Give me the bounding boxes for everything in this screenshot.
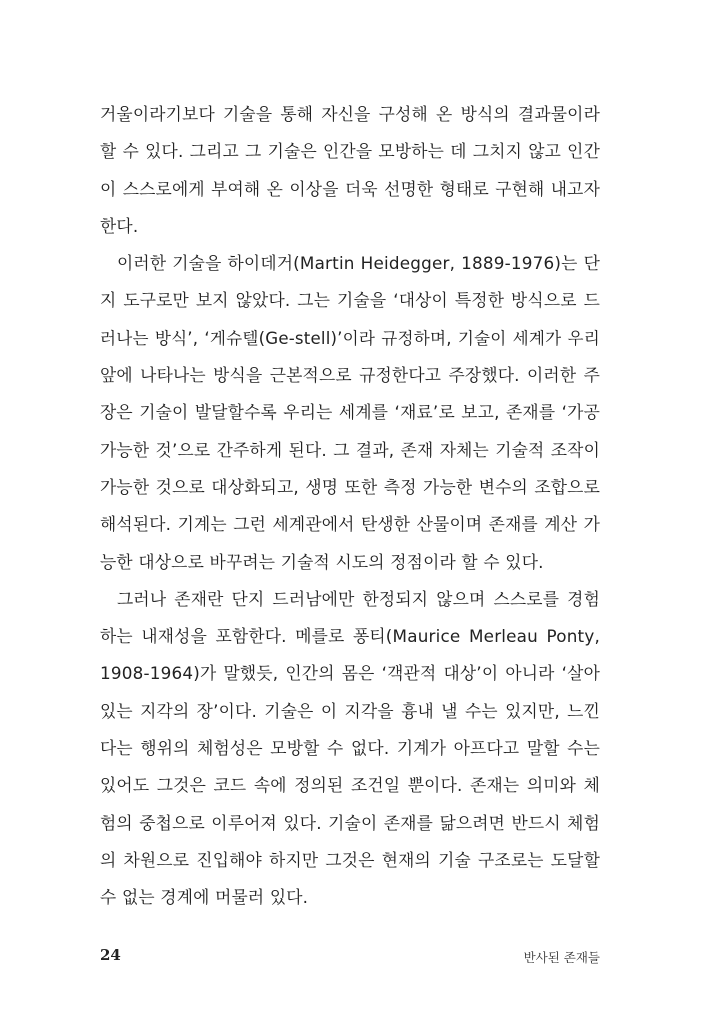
text-line: 장은 기술이 발달할수록 우리는 세계를 ‘재료’로 보고, 존재를 ‘가공	[100, 402, 600, 423]
text-line: 앞에 나타나는 방식을 근본적으로 규정한다고 주장했다. 이러한 주	[100, 365, 600, 386]
text-line: 의 차원으로 진입해야 하지만 그것은 현재의 기술 구조로는 도달할	[100, 849, 600, 870]
body-text	[100, 96, 600, 917]
text-line: 가능한 것으로 대상화되고, 생명 또한 측정 가능한 변수의 조합으로	[100, 476, 600, 497]
text-line: 지 도구로만 보지 않았다. 그는 기술을 ‘대상이 특정한 방식으로 드	[100, 290, 600, 311]
text-line: 험의 중첩으로 이루어져 있다. 기술이 존재를 닮으려면 반드시 체험	[100, 812, 600, 833]
text-line: 하는 내재성을 포함한다. 메를로 퐁티(Maurice Merleau Ponty,	[100, 626, 600, 647]
running-title: 반사된 존재들	[523, 950, 600, 965]
text-line: 가능한 것’으로 간주하게 된다. 그 결과, 존재 자체는 기술적 조작이	[100, 439, 600, 460]
text-line: 이 스스로에게 부여해 온 이상을 더욱 선명한 형태로 구현해 내고자	[100, 178, 600, 199]
text-line: 할 수 있다. 그리고 그 기술은 인간을 모방하는 데 그치지 않고 인간	[100, 141, 600, 162]
text-line: 있어도 그것은 코드 속에 정의된 조건일 뿐이다. 존재는 의미와 체	[100, 775, 600, 796]
text-line: 한다.	[100, 215, 139, 236]
text-line: 거울이라기보다 기술을 통해 자신을 구성해 온 방식의 결과물이라	[100, 104, 600, 124]
text-line: 있는 지각의 장’이다. 기술은 이 지각을 흉내 낼 수는 있지만, 느낀	[100, 700, 600, 721]
text-line: 러나는 방식’, ‘게슈텔(Ge-stell)’이라 규정하며, 기술이 세계가 우리	[100, 328, 600, 348]
text-line: 다는 행위의 체험성은 모방할 수 없다. 기계가 아프다고 말할 수는	[100, 738, 600, 759]
page-number: 24	[100, 946, 121, 964]
text-line: 그러나 존재란 단지 드러남에만 한정되지 않으며 스스로를 경험	[117, 588, 600, 609]
text-line: 1908-1964)가 말했듯, 인간의 몸은 ‘객관적 대상’이 아니라 ‘살아	[100, 663, 600, 684]
text-line: 능한 대상으로 바꾸려는 기술적 시도의 정점이라 할 수 있다.	[100, 551, 544, 572]
text-line: 이러한 기술을 하이데거(Martin Heidegger, 1889-1976)는 단	[117, 253, 600, 274]
page-footer	[100, 946, 600, 968]
text-line: 수 없는 경계에 머물러 있다.	[100, 887, 309, 908]
text-line: 해석된다. 기계는 그런 세계관에서 탄생한 산물이며 존재를 계산 가	[100, 514, 600, 535]
